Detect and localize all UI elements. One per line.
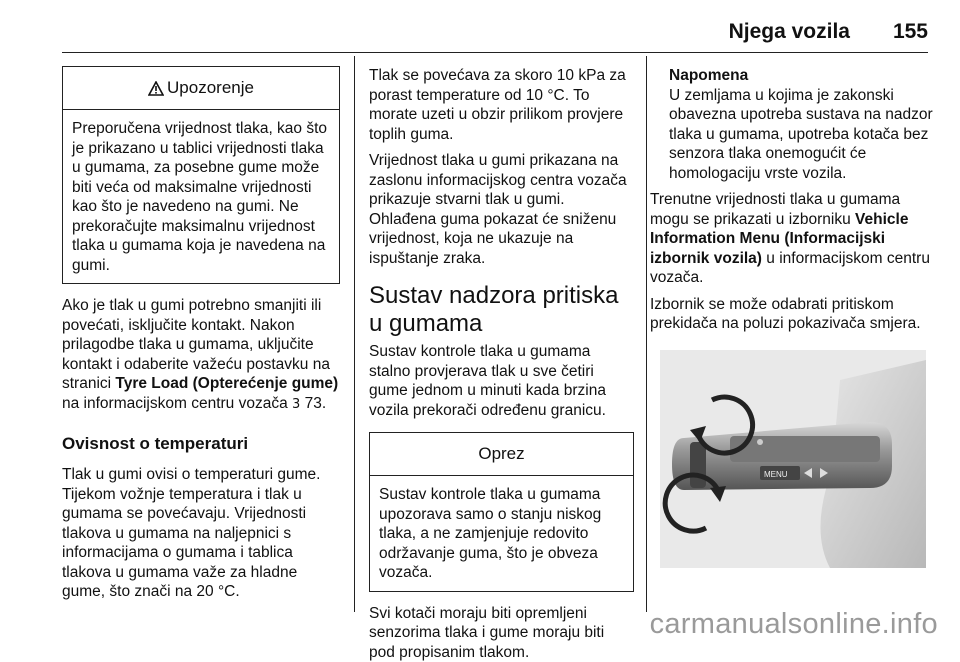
turn-signal-lever-figure: [660, 350, 926, 568]
caution-box-header: Oprez: [370, 433, 633, 476]
running-header-title: Njega vozila: [700, 20, 850, 44]
warning-box-text: Preporučena vrijednost tlaka, kao što je prikazano u tablici vrijednosti tlaka u gumama, za posebne gume može biti veća od maksimalne vrijednosti kao što je navedeno na gumi. Ne prekoračujte maksimalnu vrijednost tlaka u gumama koja je navedena na gumi.: [72, 119, 330, 275]
vehicle-info-menu-name: Vehicle Information Menu (Informacijski izbornik vozila): [650, 211, 908, 267]
column-3: [650, 66, 942, 334]
caution-box: [369, 432, 634, 592]
light-indicator-icon: [757, 439, 763, 445]
page-reference-arrow-icon: 3: [292, 397, 300, 412]
tpms-heading: Sustav nadzora pritiska u gumama: [369, 282, 634, 338]
warning-box-header: [63, 67, 339, 110]
caution-box-text: Sustav kontrole tlaka u gumama upozorava samo o stanju niskog tlaka, a ne zamjenjuje redovito održavanje guma, što je obveza vozača.: [379, 485, 624, 583]
warning-box: [62, 66, 340, 284]
tpms-paragraph: Sustav kontrole tlaka u gumama stalno provjerava tlak u sve četiri gume jednom u minuti kada brzina vozila prekorači određenu granicu.: [369, 342, 634, 420]
display-value-paragraph: Vrijednost tlaka u gumi prikazana na zaslonu informacijskog centra vozača prikazuje stvarni tlak u gumi.: [369, 151, 634, 210]
page-reference: 73.: [300, 395, 326, 412]
warning-box-title: Upozorenje: [167, 78, 254, 98]
temperature-heading: Ovisnost o temperaturi: [62, 433, 340, 455]
menu-select-paragraph: Izbornik se može odabrati pritiskom prekidača na poluzi pokazivača smjera.: [650, 295, 942, 334]
lever-illustration: [660, 350, 926, 568]
note-block: [650, 66, 942, 183]
tyre-load-menu-name: Tyre Load (Opterećenje gume): [115, 375, 338, 392]
watermark: carmanualsonline.info: [650, 608, 938, 641]
header-rule: [62, 52, 928, 53]
warning-triangle-icon: [148, 81, 164, 96]
note-text: U zemljama u kojima je zakonski obavezna upotreba sustava na nadzor tlaka u gumama, upotreba kotača bez senzora tlaka onemogućit će homologaciju vrste vozila.: [669, 86, 942, 184]
pressure-increase-paragraph: Tlak se povećava za skoro 10 kPa za porast temperature od 10 °C. To morate uzeti u obzir prilikom provjere toplih guma.: [369, 66, 634, 144]
temperature-paragraph: Tlak u gumi ovisi o temperaturi gume. Tijekom vožnje temperatura i tlak u gumama se povećavaju. Vrijednosti tlakova u gumama na naljepnici s informacijama o gumama i tablica tlakova u gumama važe za hladne gume, što znači na 20 °C.: [62, 465, 340, 602]
page-number: 155: [868, 20, 928, 44]
column-divider: [646, 56, 647, 612]
menu-label: MENU: [764, 470, 788, 479]
column-divider: [354, 56, 355, 612]
sensor-paragraph: Svi kotači moraju biti opremljeni senzorima tlaka i gume moraju biti pod propisanim tlakom.: [369, 604, 634, 662]
cooled-tyre-paragraph: Ohlađena guma pokazat će sniženu vrijednost, koja ne ukazuje na ispuštanje zraka.: [369, 210, 634, 269]
column-2: [369, 66, 634, 662]
tyre-load-paragraph: Ako je tlak u gumi potrebno smanjiti ili povećati, isključite kontakt. Nakon prilagodbe tlaka u gumama, uključite kontakt i odaberite važeću postavku na stranici Tyre Load (Opterećenje gume) na informacijskom centru vozača 3 73.: [62, 296, 340, 414]
note-title: Napomena: [669, 67, 748, 84]
vehicle-info-paragraph: Trenutne vrijednosti tlaka u gumama mogu se prikazati u izborniku Vehicle Information Menu (Informacijski izbornik vozila) u informacijskom centru vozača.: [650, 190, 942, 288]
column-1: [62, 66, 340, 602]
